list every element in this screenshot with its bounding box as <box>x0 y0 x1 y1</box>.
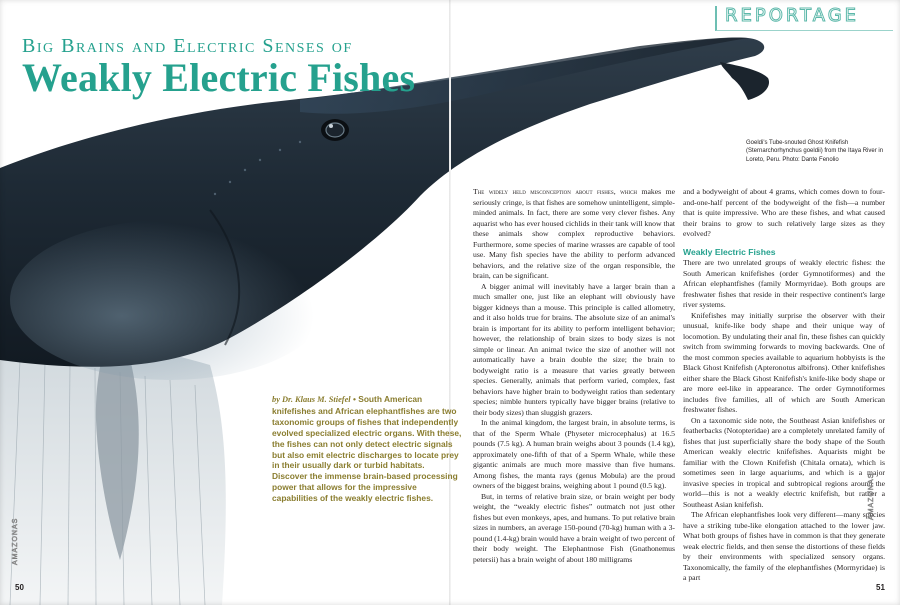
paragraph-text: makes me seriously cringe, is that fishes are somehow unintelligent, simple-minded animals. In fact, there are some very clever fishes. Any aquarist who has ever housed cichlids in their tank will know that these animals show complex reproductive behaviors. Furthermore, some species of marine wrasses are capable of tool use. Many fish species have the ability to perform advanced behaviors, and the relative size of the organ responsible, the brain, can be significant. <box>473 187 675 280</box>
paragraph: In the animal kingdom, the largest brain, in absolute terms, is that of the Sperm Whale (Physeter microcephalus) at 16.5 pounds (7.5 kg). A human brain weighs about 3 pounds (1.4 kg), approximately one-fifth of that of a Sperm Whale, while these gigantic animals are much more massive than five humans. Among fishes, the manta rays (genus Mobula) are the proud owners of the biggest brains, weighing about 1 pound (0.5 kg). <box>473 418 675 490</box>
intro-blurb <box>272 394 462 504</box>
margin-brand-left: AMAZONAS <box>12 517 19 565</box>
paragraph: But, in terms of relative brain size, or brain weight per body weight, the “weakly electric fishes” outmatch not just other fishes but even monkeys, apes, and humans. To put relative brain sizes in numbers, an average 150-pound (70-kg) human with a 3-pound (1.4-kg) brain would have a brain weight of two percent of their body weight. The Elephantnose Fish (Gnathonemus petersii) has a brain weight of about 180 milligrams <box>473 491 675 564</box>
intro-text: South American knifefishes and African elephantfishes are two taxonomic groups of fishes that independently evolved specialized electric organs. With these, the fishes can not only detect electric signals but also emit electric discharges to locate prey in their usually dark or turbid habitats. Discover the immense brain-based processing power that allows for the impressive capabilities of the weakly electric fishes. <box>272 394 462 504</box>
section-tag-label: REPORTAGE <box>725 5 860 26</box>
paragraph: and a bodyweight of about 4 grams, which comes down to four-and-one-half percent of the bodyweight of the fish—a number that is quite impressive. Who are these fishes, and what caused their brains to grow to such relatively large sizes as they evolved? <box>683 187 885 238</box>
byline: by Dr. Klaus M. Stiefel <box>272 395 351 404</box>
paragraph: There are two unrelated groups of weakly electric fishes: the South American knifefishes (order Gymnotiformes) and the African elephantfishes (family Mormyridae). Both groups are freshwater fishes that reside in their respective continent's large river systems. <box>683 258 885 309</box>
photo-caption: Goeldi's Tube-snouted Ghost Knifefish (Sternarchorhynchus goeldii) from the Itaya River in Loreto, Peru. Photo: Dante Fenolio <box>746 140 884 163</box>
subheading: Weakly Electric Fishes <box>683 246 776 257</box>
paragraph: On a taxonomic side note, the Southeast Asian knifefishes or featherbacks (Notopteridae) are a completely unrelated family of fishes that just superficially share the body shape of the South American weakly electric knifefishes. Aquarists might be familiar with the Clown Knifefish (Chitala ornata), which is sometimes seen in large aquariums, and which is a major invasive species in tropical and subtropical regions around the world—this is not a weakly electric knifefish, but rather a Southeast Asian knifefish. <box>683 415 885 509</box>
paragraph: The African elephantfishes look very different—many species have a striking tube-like elongation attached to the lower jaw. What both groups of fishes have in common is that they generate weak electric fields, and then sense the distortions of these fields by their environments with specialized sensory organs. Taxonomically, the family of the elephantfishes (Mormyridae) is a part <box>683 510 885 582</box>
paragraph: A bigger animal will inevitably have a larger brain than a much smaller one, just like an elephant will obviously have bigger kidneys than a mouse. This principle is called allometry, and it also holds true for brains. The absolute size of an animal's brain is important for its ability to perform intelligent behavior; however, the relationship of brain sizes to body sizes is not simple or linear. An animal twice the size of another will not automatically have a brain double the size; the brain to bodyweight ratio is a measure that varies greatly between species. Generally, animals that perform varied, complex, fast behaviors have higher brain to bodyweight ratios than sedentary species; nimble hunters typically have bigger brains (relative to their body sizes) than sluggish grazers. <box>473 281 675 417</box>
text-column-1 <box>473 187 675 565</box>
page-number-right: 51 <box>876 583 885 592</box>
margin-brand-right: AMAZONAS <box>868 472 875 520</box>
section-tag <box>715 6 893 31</box>
byline-bullet: • <box>352 394 356 404</box>
article-kicker: Big Brains and Electric Senses of <box>22 35 353 57</box>
paragraph: Knifefishes may initially surprise the observer with their unusual, knife-like body shape and their unique way of locomotion. By undulating their anal fin, these fishes can quickly switch from swimming forwards to moving backwards. One of the most common species available to aquarium hobbyists is the Black Ghost Knifefish (Apteronotus albifrons). Other knifefishes either share the Black Ghost Knifefish's knife-like body shape or are more eel-like in appearance. The order Gymnotiformes includes five families, all of which are South American freshwater fishes. <box>683 310 885 414</box>
page-gutter <box>449 0 451 605</box>
lead-in: The widely held misconception about fishes, which <box>473 187 638 196</box>
text-column-2 <box>683 187 885 584</box>
paragraph <box>473 187 675 282</box>
article-title: Weakly Electric Fishes <box>22 55 416 100</box>
page-number-left: 50 <box>15 583 24 592</box>
